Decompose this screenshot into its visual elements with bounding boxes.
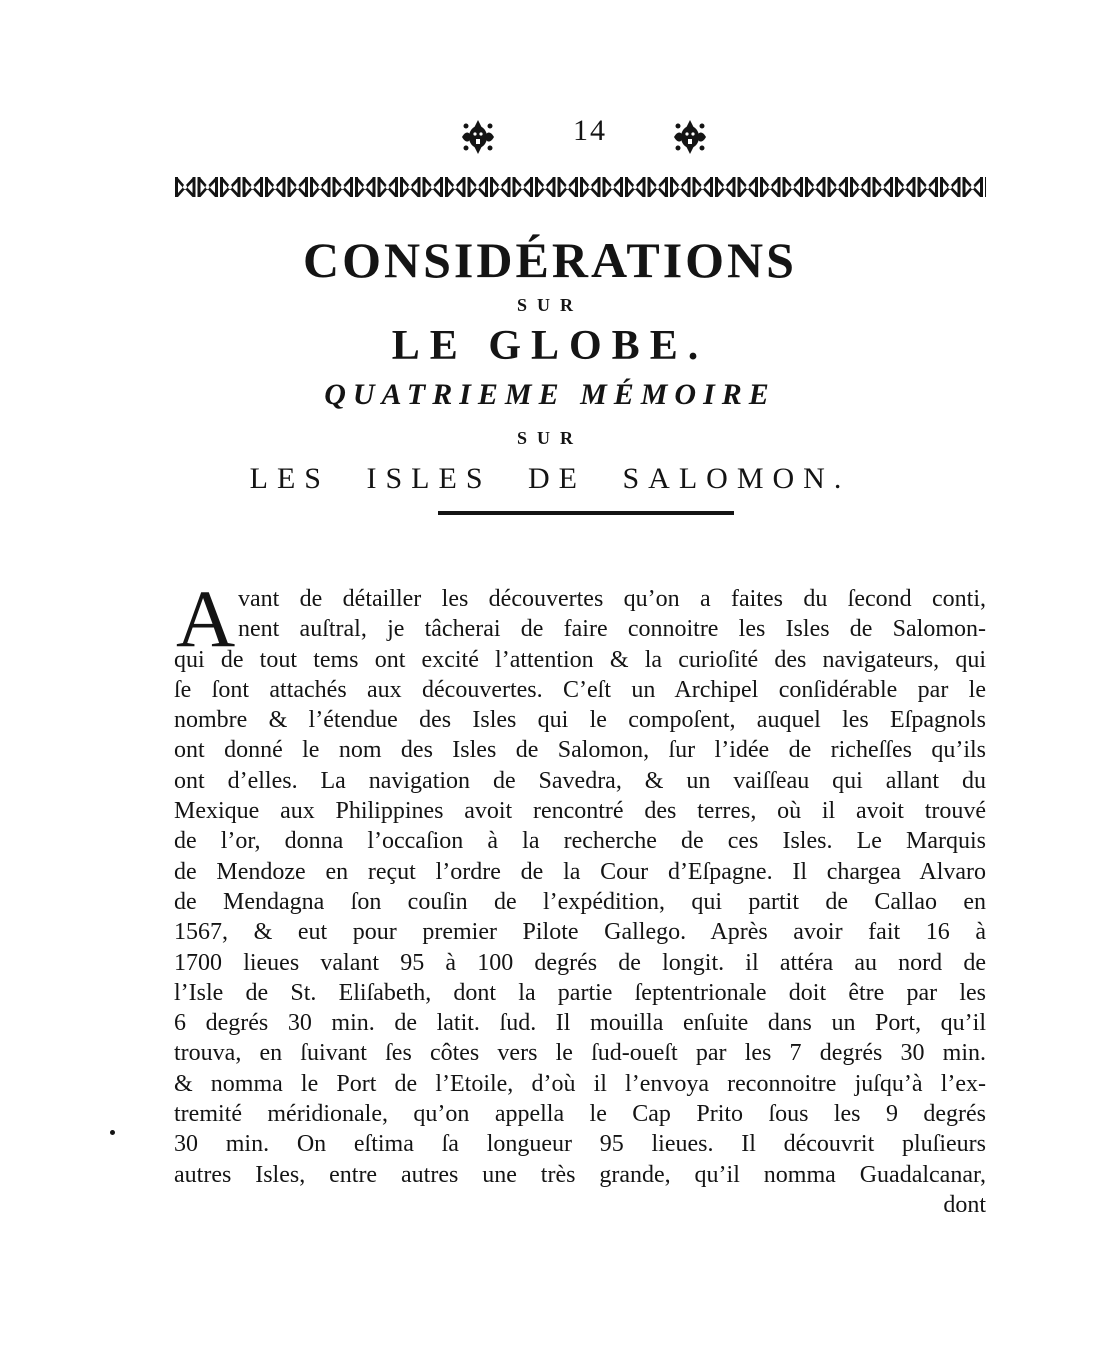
text-line: tremité méridionale, qu’on appella le Cap Prito ſous les 9 degrés <box>174 1101 986 1128</box>
text-line: autres Isles, entre autres une très grande, qu’il nomma Guadalcanar, <box>174 1161 986 1188</box>
ornamental-border-band-icon <box>174 176 986 198</box>
text-line: 1700 lieues valant 95 à 100 degrés de longit. il attéra au nord de <box>174 949 986 976</box>
text-line: qui de tout tems ont excité l’attention & la curioſité des navigateurs, qui <box>174 646 986 673</box>
page-header <box>0 112 1100 162</box>
drop-cap: A <box>176 573 236 664</box>
title-divider-rule <box>438 511 734 515</box>
text-line: 6 degrés 30 min. de latit. ſud. Il mouilla enſuite dans un Port, qu’il <box>174 1010 986 1037</box>
catchword: dont <box>943 1191 986 1218</box>
memoire-heading: QUATRIEME MÉMOIRE <box>324 378 776 411</box>
text-line: ont donné le nom des Isles de Salomon, ſur l’idée de richeſſes qu’ils <box>174 737 986 764</box>
topic-heading: LES ISLES DE SALOMON. <box>249 462 851 495</box>
text-line: & nomma le Port de l’Etoile, d’où il l’envoya reconnoitre juſqu’à l’ex- <box>174 1070 986 1097</box>
text-line: de l’or, donna l’occaſion à la recherche de ces Isles. Le Marquis <box>174 828 986 855</box>
text-line: ont d’elles. La navigation de Savedra, & un vaiſſeau qui allant du <box>174 767 986 794</box>
text-line: trouva, en ſuivant ſes côtes vers le ſud-oueſt par les 7 degrés 30 min. <box>174 1040 986 1067</box>
text-line: vant de détailler les découvertes qu’on a faites du ſecond conti, <box>238 586 986 612</box>
text-line: 30 min. On eſtima ſa longueur 95 lieues. Il découvrit pluſieurs <box>174 1131 986 1158</box>
fleuron-ornament-icon <box>670 118 710 156</box>
page-number: 14 <box>573 114 607 147</box>
text-line: l’Isle de St. Eliſabeth, dont la partie ſeptentrionale doit être par les <box>174 979 986 1006</box>
text-line: Mexique aux Philippines avoit rencontré des terres, où il avoit trouvé <box>174 798 986 825</box>
title-subject: LE GLOBE. <box>391 323 709 369</box>
text-line: 1567, & eut pour premier Pilote Gallego. Après avoir fait 16 à <box>174 919 986 946</box>
text-line: nent auſtral, je tâcherai de faire connoitre les Isles de Salomon- <box>238 616 986 643</box>
text-line: nombre & l’étendue des Isles qui le compoſent, auquel les Eſpagnols <box>174 707 986 734</box>
title-sur-2: SUR <box>516 428 583 448</box>
text-line: ſe ſont attachés aux découvertes. C’eſt un Archipel conſidérable par le <box>174 676 986 703</box>
body-text <box>174 573 986 1220</box>
text-line: de Mendoze en reçut l’ordre de la Cour d’Eſpagne. Il chargea Alvaro <box>174 858 986 885</box>
main-title: CONSIDÉRATIONS <box>303 232 797 288</box>
ink-speck <box>110 1130 115 1135</box>
title-sur-1: SUR <box>516 295 583 315</box>
fleuron-ornament-icon <box>458 118 498 156</box>
text-line: de Mendagna ſon couſin de l’expédition, qui partit de Callao en <box>174 888 986 915</box>
